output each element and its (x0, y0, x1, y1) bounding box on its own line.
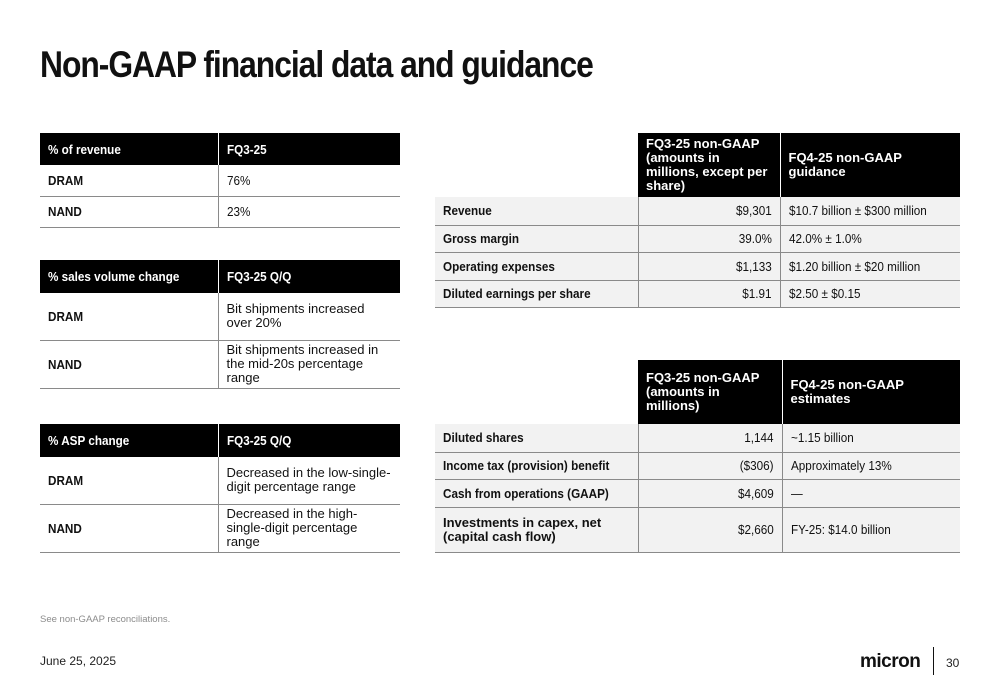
column-header: % of revenue (40, 133, 218, 165)
table-row (435, 280, 960, 307)
row-label: Diluted shares (435, 424, 638, 452)
table-row (435, 252, 960, 280)
table-header-row (435, 133, 960, 197)
asp-change-table (40, 424, 400, 553)
row-label: Investments in capex, net (capital cash flow) (435, 507, 638, 552)
guidance-table (435, 133, 960, 308)
table-row (435, 507, 960, 552)
column-header: FQ3-25 Q/Q (218, 260, 400, 293)
table-header-row (435, 360, 960, 424)
table-row (435, 479, 960, 507)
table-header-row (40, 260, 400, 293)
column-header: FQ3-25 (218, 133, 400, 165)
row-label: DRAM (40, 293, 218, 340)
table-cell: $1.91 (638, 280, 780, 307)
table-cell: 39.0% (638, 225, 780, 252)
table-cell: Bit shipments increased in the mid-20s percentage range (218, 340, 400, 388)
row-label: DRAM (40, 457, 218, 504)
column-header: % ASP change (40, 424, 218, 457)
row-label: NAND (40, 504, 218, 552)
table-cell: FY-25: $14.0 billion (782, 507, 960, 552)
page-title: Non-GAAP financial data and guidance (40, 44, 593, 85)
table-row (40, 293, 400, 340)
footer-divider (933, 647, 934, 675)
row-label: Income tax (provision) benefit (435, 452, 638, 479)
row-label: Gross margin (435, 225, 638, 252)
row-label: Operating expenses (435, 252, 638, 280)
column-header (435, 360, 638, 424)
table-row (435, 197, 960, 225)
row-label: Revenue (435, 197, 638, 225)
table-row (40, 165, 400, 196)
column-header: FQ3-25 non-GAAP (amounts in millions) (638, 360, 782, 424)
table-header-row (40, 133, 400, 165)
footnote: See non-GAAP reconciliations. (40, 614, 171, 625)
table-cell: Approximately 13% (782, 452, 960, 479)
table-cell: 23% (218, 196, 400, 227)
page-number: 30 (946, 656, 960, 670)
row-label: Cash from operations (GAAP) (435, 479, 638, 507)
table-header-row (40, 424, 400, 457)
table-cell: ($306) (638, 452, 782, 479)
table-cell: 1,144 (638, 424, 782, 452)
table-cell: $4,609 (638, 479, 782, 507)
table-row (40, 457, 400, 504)
slide-date: June 25, 2025 (40, 654, 117, 668)
table-cell: $2,660 (638, 507, 782, 552)
table-cell: Bit shipments increased over 20% (218, 293, 400, 340)
table-row (40, 340, 400, 388)
column-header: FQ3-25 non-GAAP (amounts in millions, except per share) (638, 133, 780, 197)
table-cell: ~1.15 billion (782, 424, 960, 452)
table-row (435, 452, 960, 479)
revenue-mix-table (40, 133, 400, 228)
row-label: NAND (40, 340, 218, 388)
table-cell: $1.20 billion ± $20 million (780, 252, 960, 280)
sales-volume-table (40, 260, 400, 389)
row-label: DRAM (40, 165, 218, 196)
table-cell: 42.0% ± 1.0% (780, 225, 960, 252)
table-cell: Decreased in the low-single-digit percentage range (218, 457, 400, 504)
estimates-table (435, 360, 960, 553)
table-cell: $1,133 (638, 252, 780, 280)
column-header (435, 133, 638, 197)
table-cell: Decreased in the high-single-digit percentage range (218, 504, 400, 552)
table-cell: 76% (218, 165, 400, 196)
column-header: FQ4-25 non-GAAP estimates (782, 360, 960, 424)
column-header: % sales volume change (40, 260, 218, 293)
table-cell: $9,301 (638, 197, 780, 225)
table-row (435, 424, 960, 452)
table-row (435, 225, 960, 252)
table-row (40, 504, 400, 552)
table-cell: $10.7 billion ± $300 million (780, 197, 960, 225)
column-header: FQ3-25 Q/Q (218, 424, 400, 457)
table-cell: — (782, 479, 960, 507)
table-row (40, 196, 400, 227)
company-logo: micron (860, 651, 921, 672)
column-header: FQ4-25 non-GAAP guidance (780, 133, 960, 197)
row-label: NAND (40, 196, 218, 227)
table-cell: $2.50 ± $0.15 (780, 280, 960, 307)
row-label: Diluted earnings per share (435, 280, 638, 307)
